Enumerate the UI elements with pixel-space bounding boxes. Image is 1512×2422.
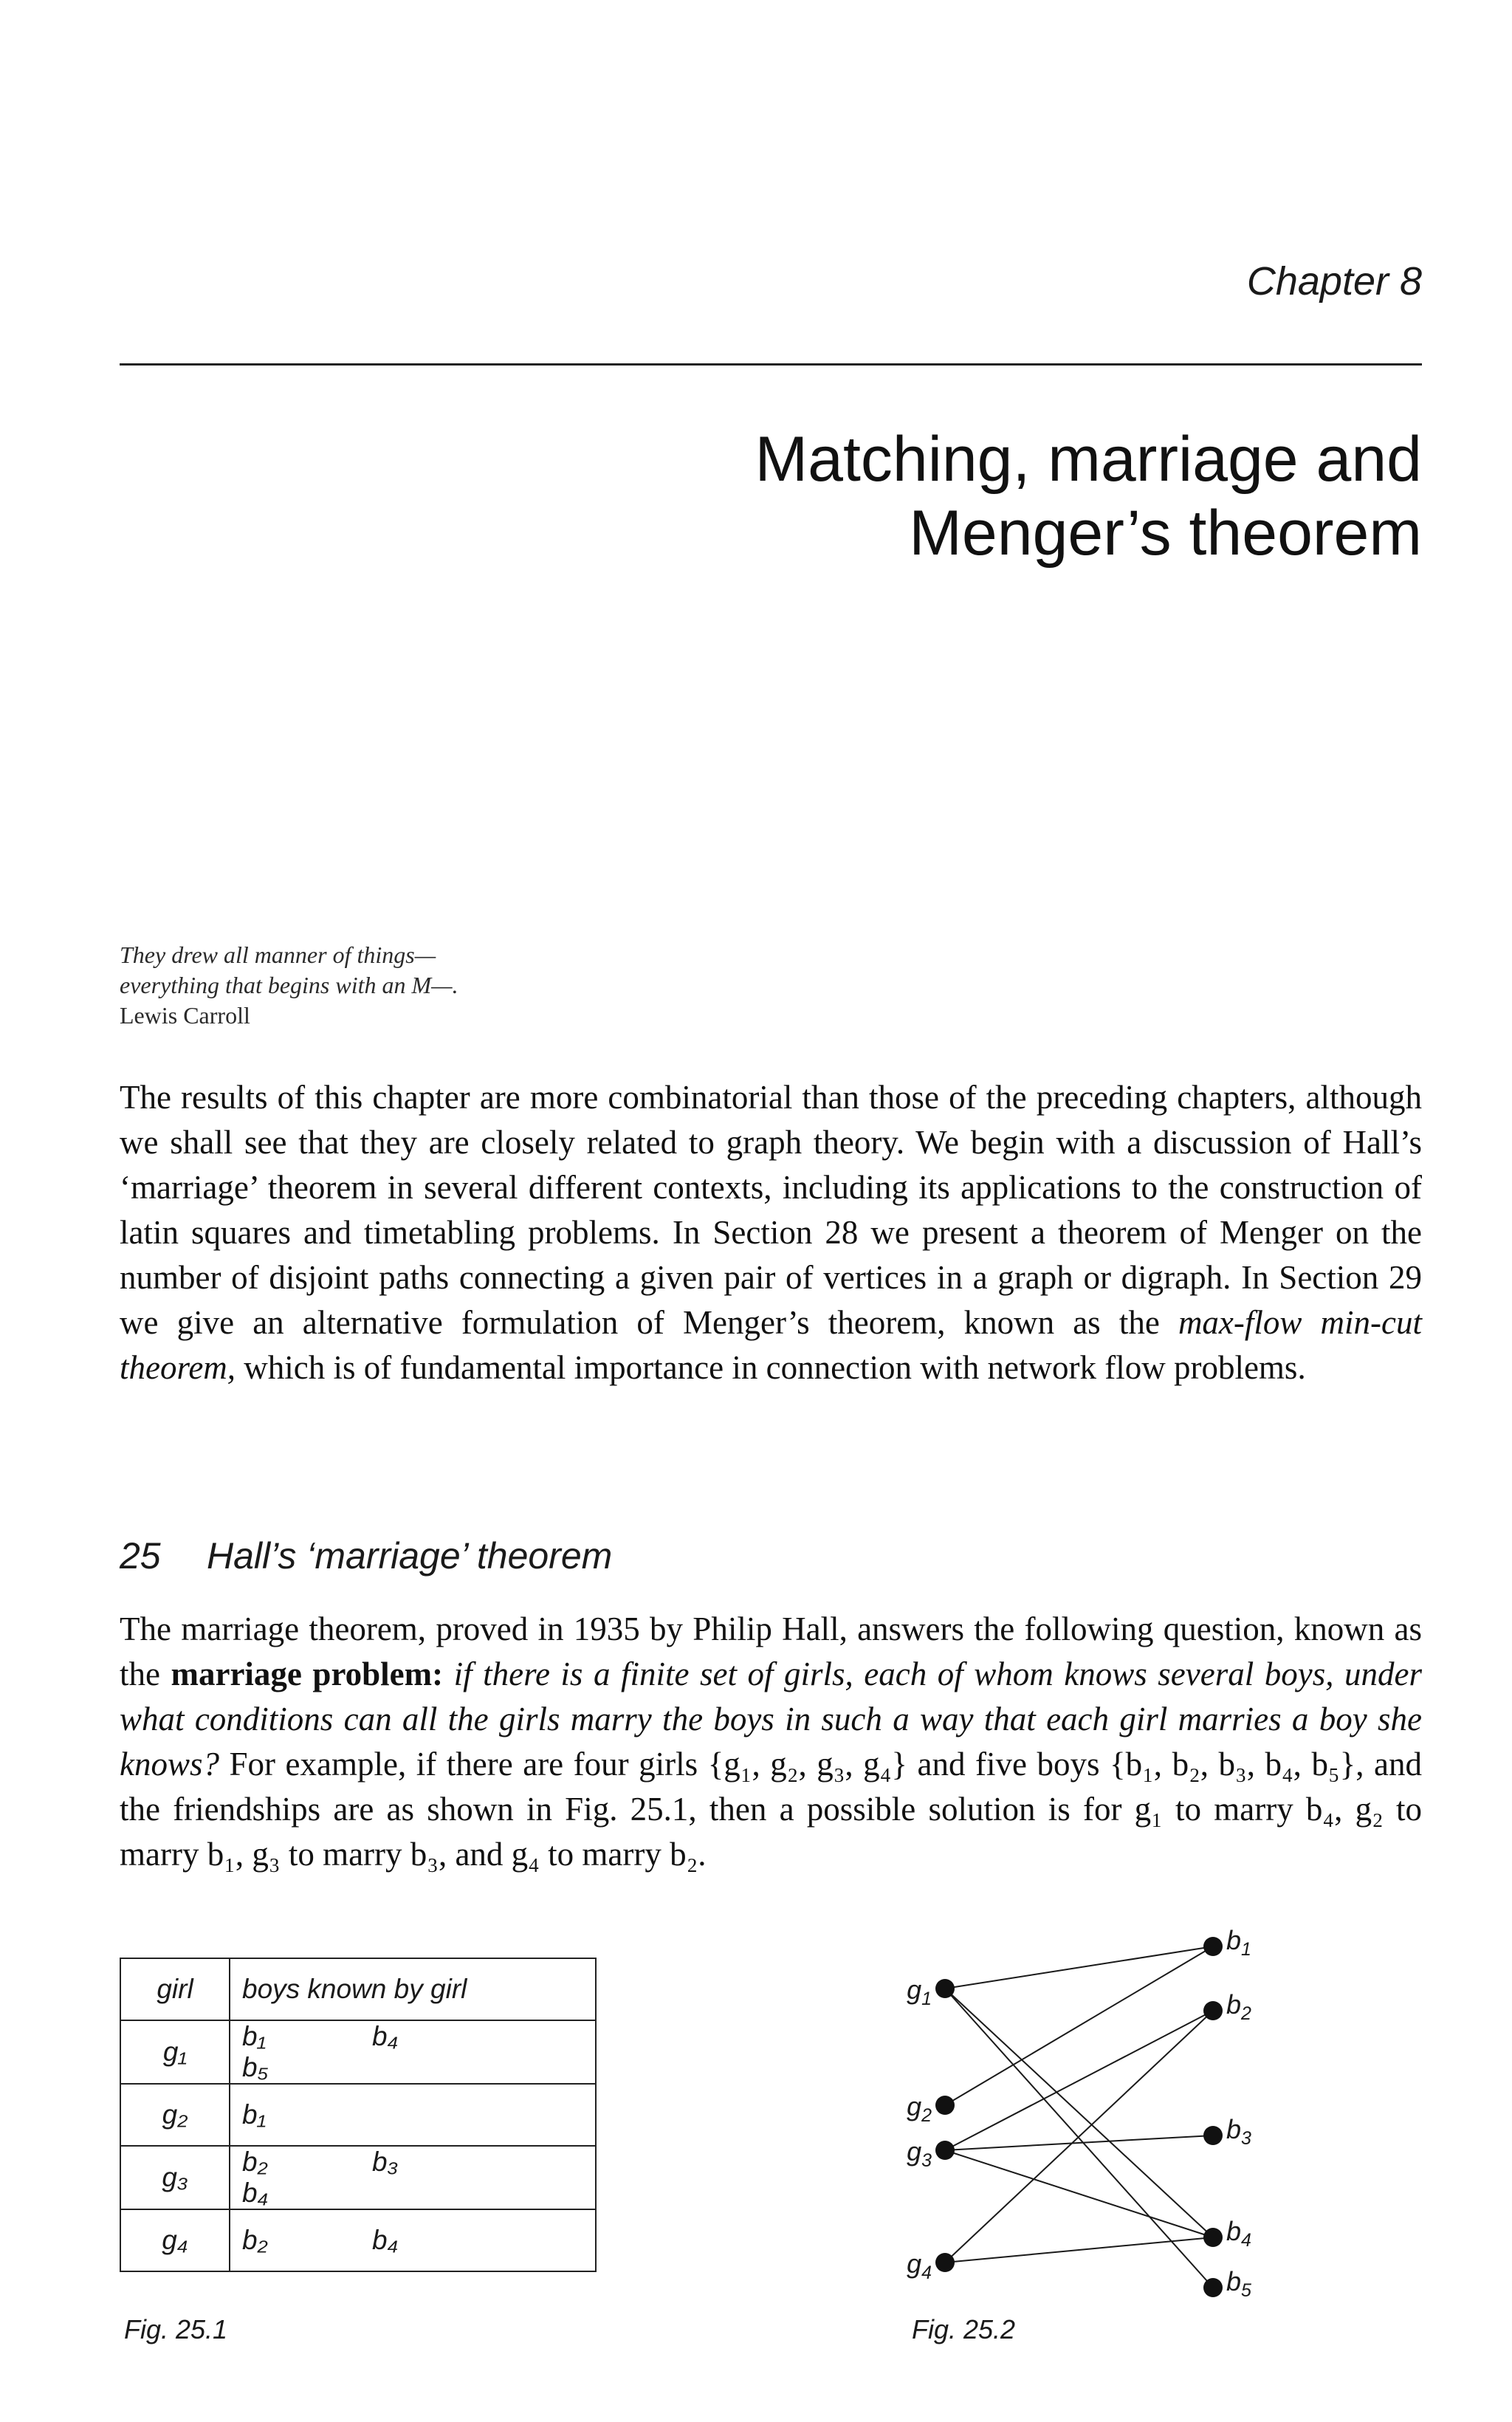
graph-vertex-g1 (935, 1979, 955, 1998)
graph-label-b4: $b_4$ (1226, 2216, 1251, 2251)
figure-caption-25-2: Fig. 25.2 (912, 2314, 1016, 2344)
graph-vertex-b4 (1203, 2228, 1223, 2247)
section-question: if there is a finite set of girls, each of whom knows several boys, under what conditions can all the girls marry the boys in such a way that each girl marries a boy she knows? (120, 1656, 1422, 1783)
table-header-girl: girl (120, 1958, 230, 2020)
graph-label-b1: $b_1$ (1226, 1925, 1251, 1960)
bipartite-graph (871, 1905, 1285, 2319)
graph-vertex-g2 (935, 2096, 955, 2115)
graph-vertex-g4 (935, 2253, 955, 2272)
epigraph (120, 940, 458, 1031)
table-cell-boys (230, 2146, 596, 2209)
epigraph-line-1: They drew all manner of things— (120, 941, 436, 968)
graph-label-g4: $g_4$ (907, 2248, 932, 2283)
chapter-rule (120, 363, 1422, 366)
graph-label-b3: $b_3$ (1226, 2114, 1251, 2149)
section-heading (120, 1534, 612, 1577)
graph-edge-g3-b2 (945, 2011, 1213, 2150)
graph-edge-g4-b4 (945, 2237, 1213, 2263)
section-title: Hall’s ‘marriage’ theorem (207, 1535, 613, 1577)
table-boy: b₃ (372, 2147, 399, 2177)
intro-text-1: The results of this chapter are more combinatorial than those of the preceding chapters, although we shall see that they are closely related to graph theory. We begin with a discussion of Hall’s ‘marriage’ theorem in several different contexts, including its applications to the construction of latin squares and timetabling problems. In Section 28 we present a theorem of Menger on the number of disjoint paths connecting a given pair of vertices in a graph or digraph. In Section 29 we give an alternative formulation of Menger’s theorem, known as the (120, 1079, 1422, 1341)
graph-edge-g1-b1 (945, 1946, 1213, 1989)
friendship-table (120, 1958, 597, 2272)
graph-vertex-b5 (1203, 2278, 1223, 2297)
table-header-boys: boys known by girl (230, 1958, 596, 2020)
graph-vertex-g3 (935, 2141, 955, 2160)
section-paragraph (120, 1607, 1422, 1877)
section-colon: : (432, 1656, 454, 1692)
table-cell-girl: g₁ (120, 2020, 230, 2084)
epigraph-author: Lewis Carroll (120, 1002, 250, 1029)
table-cell-boys (230, 2020, 596, 2084)
table-boy: b₄ (372, 2225, 399, 2255)
intro-paragraph (120, 1075, 1422, 1390)
figure-caption-25-1: Fig. 25.1 (124, 2314, 228, 2344)
graph-label-b2: $b_2$ (1226, 1989, 1251, 2024)
graph-label-g3: $g_3$ (907, 2136, 932, 2171)
table-boy: b₄ (242, 2178, 269, 2208)
table-boy: b₅ (242, 2052, 269, 2082)
table-row (120, 2084, 596, 2146)
table-boy: b₂ (242, 2225, 268, 2255)
table-cell-girl: g₄ (120, 2209, 230, 2271)
section-text-1: The marriage theorem, proved in 1935 by Philip Hall, answers the following question, known as the (120, 1610, 1422, 1692)
table-row (120, 2209, 596, 2271)
table-boy: b₂ (242, 2147, 268, 2177)
table-cell-girl: g₃ (120, 2146, 230, 2209)
section-number: 25 (120, 1535, 161, 1577)
graph-label-b5: $b_5$ (1226, 2266, 1251, 2301)
graph-label-g1: $g_1$ (907, 1975, 932, 2009)
graph-label-g2: $g_2$ (907, 2091, 932, 2126)
chapter-title-line-1: Matching, marriage and (755, 424, 1422, 495)
intro-text-2: which is of fundamental importance in connection with network flow problems. (236, 1349, 1306, 1386)
graph-vertex-b3 (1203, 2126, 1223, 2145)
table-row (120, 2020, 596, 2084)
table-boy: b₄ (372, 2021, 399, 2051)
intro-emphasis: max-flow min-cut theorem, (120, 1304, 1423, 1386)
epigraph-line-2: everything that begins with an M—. (120, 972, 458, 998)
section-bold-term: marriage problem (171, 1656, 433, 1692)
chapter-title (388, 422, 1422, 570)
chapter-title-line-2: Menger’s theorem (909, 498, 1422, 569)
graph-vertex-b1 (1203, 1937, 1223, 1956)
section-text-3: For example, if there are four girls {g₁, g₂, g₃, g₄} and five boys {b₁, b₂, b₃, b₄, b₅}, and the friendships are as shown in Fig. 25.1, then a possible solution is for g₁ to marry b₄, g₂ to marry b₁, g₃ to marry b₃, and g₄ to marry b₂. (120, 1746, 1422, 1873)
table-header-row (120, 1958, 596, 2020)
table-cell-boys (230, 2209, 596, 2271)
table-boy: b₁ (242, 2099, 267, 2130)
chapter-label: Chapter 8 (1246, 259, 1422, 303)
table-cell-boys (230, 2084, 596, 2146)
table-boy: b₁ (242, 2021, 267, 2051)
table-row (120, 2146, 596, 2209)
graph-vertex-b2 (1203, 2001, 1223, 2020)
table-cell-girl: g₂ (120, 2084, 230, 2146)
